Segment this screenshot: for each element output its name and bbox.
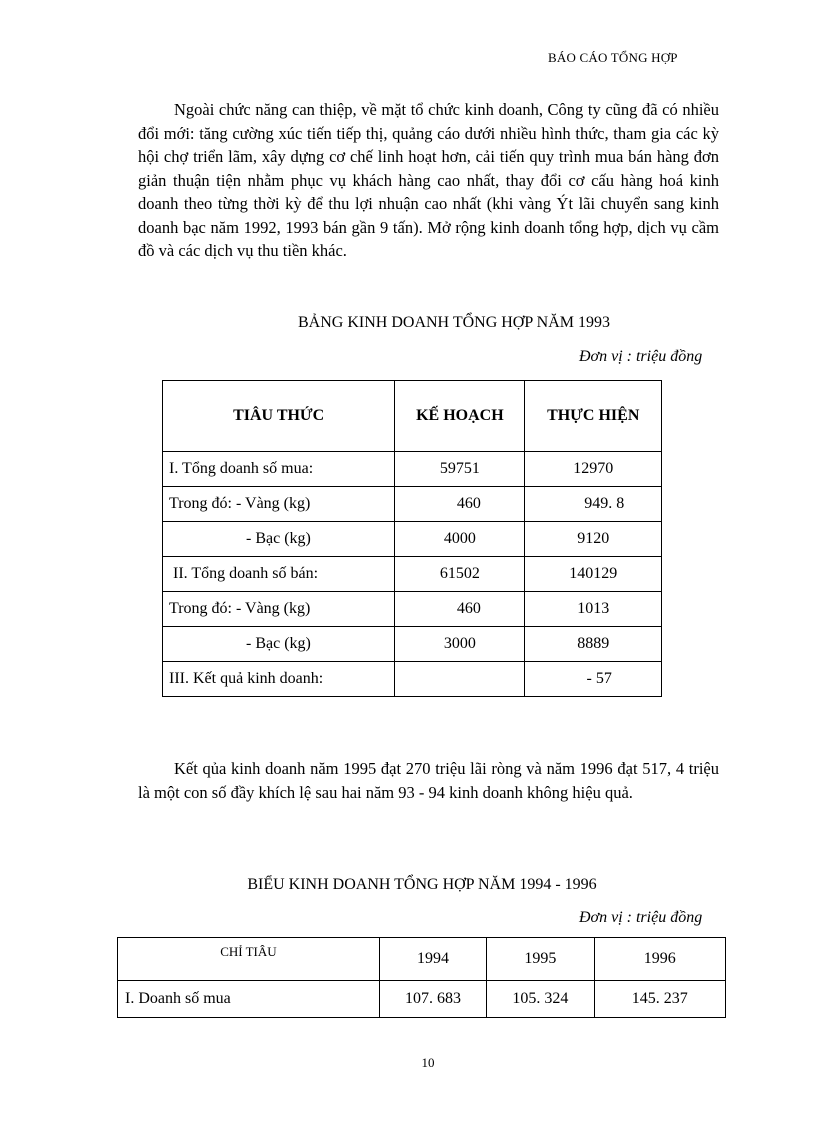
paragraph-intro: Ngoài chức năng can thiệp, về mặt tổ chức kinh doanh, Công ty cũng đã có nhiều đổi mới: tăng cường xúc tiến tiếp thị, quảng cáo dưới nhiều hình thức, tham gia các kỳ hội chợ triển lãm, xây dựng cơ chế linh hoạt hơn, cải tiến quy trình mua bán hàng đơn giản thuận tiện nhằm phục vụ khách hàng cao nhất, thay đổi cơ cấu hàng hoá kinh doanh theo từng thời kỳ để thu lợi nhuận cao nhất (khi vàng Ýt lãi chuyển sang kinh doanh bạc năm 1992, 1993 bán gần 9 tấn). Mở rộng kinh doanh tổng hợp, dịch vụ cầm đồ và các dịch vụ thu tiền khác. xyxy=(138,100,719,260)
table-row xyxy=(163,557,662,592)
row-actual: - 57 xyxy=(525,662,662,697)
table1-unit: Đơn vị : triệu đồng xyxy=(579,348,703,365)
table2-title: BIỂU KINH DOANH TỔNG HỢP NĂM 1994 - 1996 xyxy=(247,876,597,893)
business-table-1994-1996 xyxy=(117,937,726,1018)
row-plan: 460 xyxy=(395,592,525,627)
page-number: 10 xyxy=(421,1055,435,1070)
table-header-row xyxy=(118,938,726,981)
row-actual: 12970 xyxy=(525,452,662,487)
row-actual: 9120 xyxy=(525,522,662,557)
row-plan: 61502 xyxy=(395,557,525,592)
table1-title: BẢNG KINH DOANH TỔNG HỢP NĂM 1993 xyxy=(298,314,610,331)
table-row xyxy=(163,627,662,662)
page-header: BÁO CÁO TỔNG HỢP xyxy=(548,50,678,65)
row-plan: 3000 xyxy=(395,627,525,662)
header-criteria: TIÂU THỨC xyxy=(163,381,395,452)
header-actual: THỰC HIỆN xyxy=(525,381,662,452)
row-value-1996: 145. 237 xyxy=(594,981,725,1018)
row-actual: 8889 xyxy=(525,627,662,662)
table-row xyxy=(163,487,662,522)
table-row xyxy=(163,662,662,697)
table2-unit: Đơn vị : triệu đồng xyxy=(579,909,703,926)
header-year-1994: 1994 xyxy=(379,938,486,981)
row-actual: 1013 xyxy=(525,592,662,627)
header-plan: KẾ HOẠCH xyxy=(395,381,525,452)
header-year-1996: 1996 xyxy=(594,938,725,981)
table-row xyxy=(163,592,662,627)
header-year-1995: 1995 xyxy=(487,938,594,981)
row-label: - Bạc (kg) xyxy=(163,627,395,662)
row-label: I. Tổng doanh số mua: xyxy=(163,452,395,487)
row-plan: 460 xyxy=(395,487,525,522)
row-actual: 140129 xyxy=(525,557,662,592)
row-value-1994: 107. 683 xyxy=(379,981,486,1018)
row-label: Trong đó: - Vàng (kg) xyxy=(163,487,395,522)
row-value-1995: 105. 324 xyxy=(487,981,594,1018)
row-label: I. Doanh số mua xyxy=(118,981,380,1018)
table-row xyxy=(118,981,726,1018)
row-label: - Bạc (kg) xyxy=(163,522,395,557)
row-label: II. Tổng doanh số bán: xyxy=(163,557,395,592)
table-row xyxy=(163,452,662,487)
row-label: Trong đó: - Vàng (kg) xyxy=(163,592,395,627)
row-plan xyxy=(395,662,525,697)
business-table-1993 xyxy=(162,380,662,697)
table-header-row xyxy=(163,381,662,452)
header-criteria: CHỈ TIÂU xyxy=(118,938,380,981)
row-plan: 59751 xyxy=(395,452,525,487)
paragraph-results: Kết qủa kinh doanh năm 1995 đạt 270 triệu lãi ròng và năm 1996 đạt 517, 4 triệu là một con số đầy khích lệ sau hai năm 93 - 94 kinh doanh không hiệu quả. xyxy=(138,759,719,802)
row-plan: 4000 xyxy=(395,522,525,557)
row-label: III. Kết quả kinh doanh: xyxy=(163,662,395,697)
row-actual: 949. 8 xyxy=(525,487,662,522)
table-row xyxy=(163,522,662,557)
